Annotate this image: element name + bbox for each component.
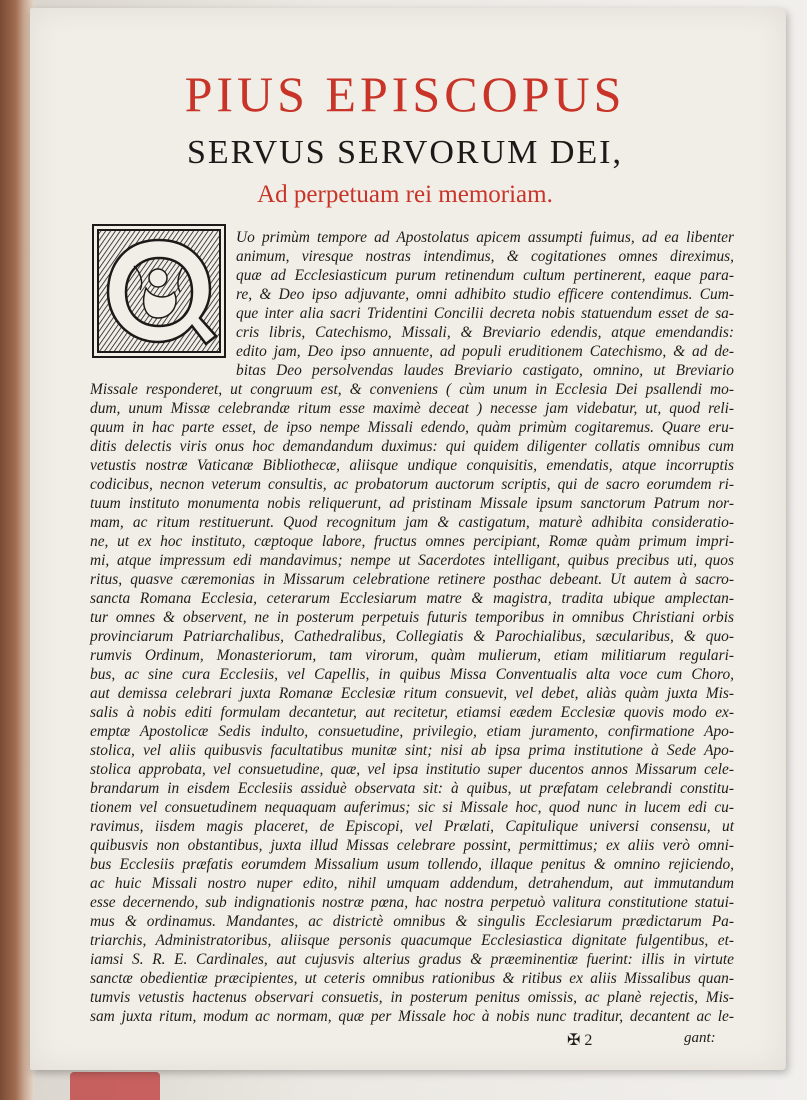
body-line: quibusvis non obstantibus, juxta illud Missas celebrare possint, permittimus; ex aliis verò omni- — [90, 837, 734, 854]
body-line: bitas Deo persolvendas laudes Breviario castigato, omnino, ut Breviario — [236, 362, 734, 379]
body-line: aut demissa celebrari juxta Romanæ Ecclesiæ ritum consuevit, vel debet, aliàs quàm juxta Mis- — [90, 685, 734, 702]
body-line: que inter alia sacri Tridentini Concilii decreta nobis statuendum esset de sa- — [236, 305, 734, 322]
body-line: tumvis vetustis hactenus observari consuetis, in posterum penitus omissis, ac planè rejectis, Mis- — [90, 989, 734, 1006]
body-line: provinciarum Patriarchalibus, Cathedralibus, Collegiatis & Parochialibus, sæcularibus, & quo- — [90, 628, 734, 645]
body-line: ravimus, iisdem magis placeret, de Episcopi, vel Prælati, Capitulique universi consensu, ut — [90, 818, 734, 835]
heading-servus-servorum: SERVUS SERVORUM DEI, — [187, 134, 623, 171]
body-line: emptæ Apostolicæ Sedis indulto, consuetudine, privilegio, etiam juramento, confirmatione Apo- — [90, 723, 734, 740]
body-line: Uo primùm tempore ad Apostolatus apicem assumpti fuimus, ad ea libenter — [236, 229, 734, 246]
body-line: Missale responderet, ut congruum est, & conveniens ( cùm unum in Ecclesia Dei psallendi mo- — [90, 381, 734, 398]
body-line: stolica approbata, vel consuetudine, quæ, vel ipsa institutio super ducentos annos Missarum cele- — [90, 761, 734, 778]
body-line: brandarum in eisdem Ecclesiis assiduè observata sit: à quibus, ut præfatam celebrandi constitu- — [90, 780, 734, 797]
body-line: bus, ac sine cura Ecclesiis, vel Capellis, in quibus Missa Conventualis alta voce cum Choro, — [90, 666, 734, 683]
body-line: mus & ordinamus. Mandantes, ac districtè omnibus & singulis Ecclesiarum prædictarum Pa- — [90, 913, 734, 930]
body-line: re, & Deo ipso adjuvante, omni adhibito studio efficere contendimus. Cum- — [236, 286, 734, 303]
heading-pius-episcopus: PIUS EPISCOPUS — [184, 66, 626, 122]
body-line: tur omnes & observent, ne in posterum perpetuis futuris temporibus in omnibus Christiani orbis — [90, 609, 734, 626]
body-line: codicibus, necnon veterum consultis, ac probatorum auctorum scriptis, qui de sacro eorumdem ri- — [90, 476, 734, 493]
body-line: animum, viresque nostras intendimus, & cogitationes omnes direximus, — [236, 248, 734, 265]
body-line: sancta Romana Ecclesia, ceterarum Ecclesiarum matre & magistra, tradita ubique amplectan- — [90, 590, 734, 607]
heading-perpetuam-memoriam: Ad perpetuam rei memoriam. — [257, 181, 553, 208]
body-line: sam juxta ritum, modum ac normam, quæ per Missale hoc à nobis nunc traditur, decantent ac le- — [90, 1008, 734, 1025]
body-line: edito jam, Deo ipso annuente, ad populi eruditionem Catechismo, & ad de- — [236, 343, 734, 360]
body-line: triarchis, Administratoribus, aliisque personis quacumque Ecclesiastica dignitate fulgentibus, et- — [90, 932, 734, 949]
body-line: mi, atque impressum edi mandavimus; nempe ut Sacerdotes intelligant, quibus precibus uti, quos — [90, 552, 734, 569]
body-line: quum in hac parte esset, de ipso nempe Missali edendo, quàm primùm cogitaremus. Quare eru- — [90, 419, 734, 436]
body-line: sanctæ obedientiæ præcipientes, ut ceteris omnibus rationibus & ritibus ex aliis Missalibus quan- — [90, 970, 734, 987]
body-line: stolica, vel aliis quibusvis facultatibus munitæ sint; nisi ab ipsa prima institutione à Sede Apo- — [90, 742, 734, 759]
body-line: ritus, quasve cæremonias in Missarum celebratione retinere posthac debeant. Ut autem à sacro- — [90, 571, 734, 588]
body-line: rumvis Ordinum, Monasteriorum, tam virorum, quàm mulierum, etiam militiarum regulari- — [90, 647, 734, 664]
body-line: quæ ad Ecclesiasticum purum retinendum cultum pertinerent, eaque para- — [236, 267, 734, 284]
body-line: iamsi S. R. E. Cardinales, aut cujusvis alterius gradus & præeminentiæ fuerint: illis in virtute — [90, 951, 734, 968]
body-line: vetustis nostræ Vaticanæ Bibliothecæ, aliisque undique conquisitis, emendatis, atque incorruptis — [90, 457, 734, 474]
body-line: dum, unum Missæ celebrandæ ritum esse maximè deceat ) necesse jam videbatur, ut, quod reli- — [90, 400, 734, 417]
body-line: salis à nobis editi formulam decantetur, aut recitetur, etiamsi eædem Ecclesiæ quovis modo ex- — [90, 704, 734, 721]
body-line: esse decernendo, sub indignationis nostræ pœna, hac nostra perpetuò valitura constitutione statui- — [90, 894, 734, 911]
body-line: tuum instituto monumenta nobis reliquerunt, ad pristinam Missale ipsum sanctorum Patrum nor- — [90, 495, 734, 512]
catchword: gant: — [684, 1030, 716, 1046]
body-line: ne, ut ex hoc instituto, cæptoque labore, fructus omnes percipiant, Romæ quàm primum impri- — [90, 533, 734, 550]
body-line: ditis delectis viris onus hoc demandandum duximus: qui quidem diligenter collatis omnibus cum — [90, 438, 734, 455]
body-line: bus Ecclesiis præfatis eorumdem Missalium usum tollendo, illaque penitus & omnino rejiciendo, — [90, 856, 734, 873]
signature-mark: ✠ 2 — [567, 1032, 593, 1049]
body-line: mam, ac ritum restituerunt. Quod recognitum jam & castigatum, maturè adhibita consideratio- — [90, 514, 734, 531]
body-line: tionem vel consuetudinem nequaquam auferimus; sic si Missale hoc, quod nunc in lucem edi cu- — [90, 799, 734, 816]
body-line: ac huic Missali nostro nuper edito, nihil umquam addendum, detrahendum, aut immutandum — [90, 875, 734, 892]
body-line: cris libris, Catechismo, Missali, & Breviario edendis, atque emendandis: — [236, 324, 734, 341]
